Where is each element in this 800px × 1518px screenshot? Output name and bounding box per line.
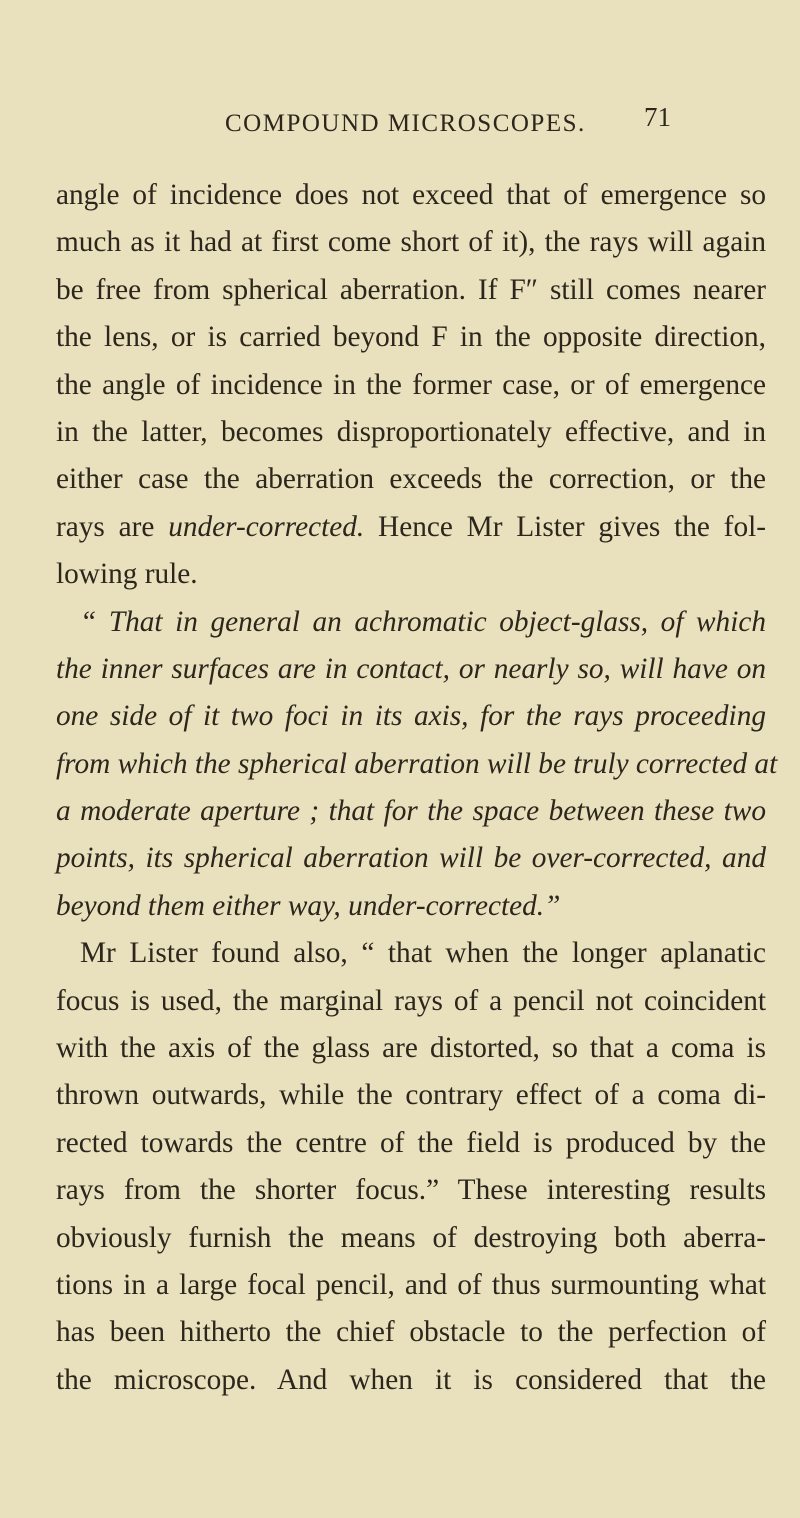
text-line: the lens, or is carried beyond F in the opposite direction,	[56, 321, 766, 354]
text-line: angle of incidence does not exceed that of emergence so	[56, 179, 766, 211]
text-line: with the axis of the glass are distorted, so that a coma is	[56, 1032, 766, 1065]
text-line	[56, 504, 766, 551]
running-head: COMPOUND MICROSCOPES.	[225, 110, 586, 137]
text-run: Hence Mr Lister gives the fol-	[364, 510, 766, 543]
text-line: has been hitherto the chief obstacle to the perfection of	[56, 1316, 766, 1349]
text-line: lowing rule.	[56, 558, 198, 591]
text-line: rays from the shorter focus.” These interesting results	[56, 1174, 766, 1207]
text-line: in the latter, becomes disproportionately effective, and in	[56, 415, 766, 448]
text-line: be free from spherical aberration. If F″ still comes nearer	[56, 273, 766, 306]
text-line: much as it had at first come short of it), the rays will again	[56, 226, 766, 259]
quoted-rule-line: “ That in general an achromatic object-glass, of which	[80, 605, 766, 638]
quoted-rule-line: a moderate aperture ; that for the space between these two	[56, 795, 766, 828]
text-line: the angle of incidence in the former case, or of emergence	[56, 368, 766, 401]
quoted-rule-line: one side of it two foci in its axis, for the rays proceeding	[56, 700, 766, 733]
quoted-rule-line: from which the spherical aberration will be truly corrected at	[56, 747, 778, 780]
text-line: either case the aberration exceeds the correction, or the	[56, 463, 766, 496]
quoted-rule-line: points, its spherical aberration will be over-corrected, and	[56, 842, 766, 875]
page-number: 71	[644, 102, 671, 132]
quoted-rule-line: the inner surfaces are in contact, or nearly so, will have on	[56, 652, 766, 685]
text-line: obviously furnish the means of destroying both aberra-	[56, 1221, 766, 1254]
text-line: the microscope. And when it is considered that the	[56, 1363, 766, 1396]
text-line: thrown outwards, while the contrary effect of a coma di-	[56, 1079, 766, 1112]
page-header	[0, 102, 800, 146]
text-line: rected towards the centre of the field is produced by the	[56, 1126, 766, 1159]
quoted-rule-line: beyond them either way, under-corrected.”	[56, 889, 561, 922]
text-line: focus is used, the marginal rays of a pencil not coincident	[56, 984, 766, 1017]
emphasis-run: under-corrected.	[168, 510, 365, 543]
body-text	[56, 172, 778, 1404]
text-line: tions in a large focal pencil, and of thus surmounting what	[56, 1268, 766, 1301]
text-run: rays are	[56, 510, 169, 543]
text-line: Mr Lister found also, “ that when the longer aplanatic	[80, 937, 766, 970]
